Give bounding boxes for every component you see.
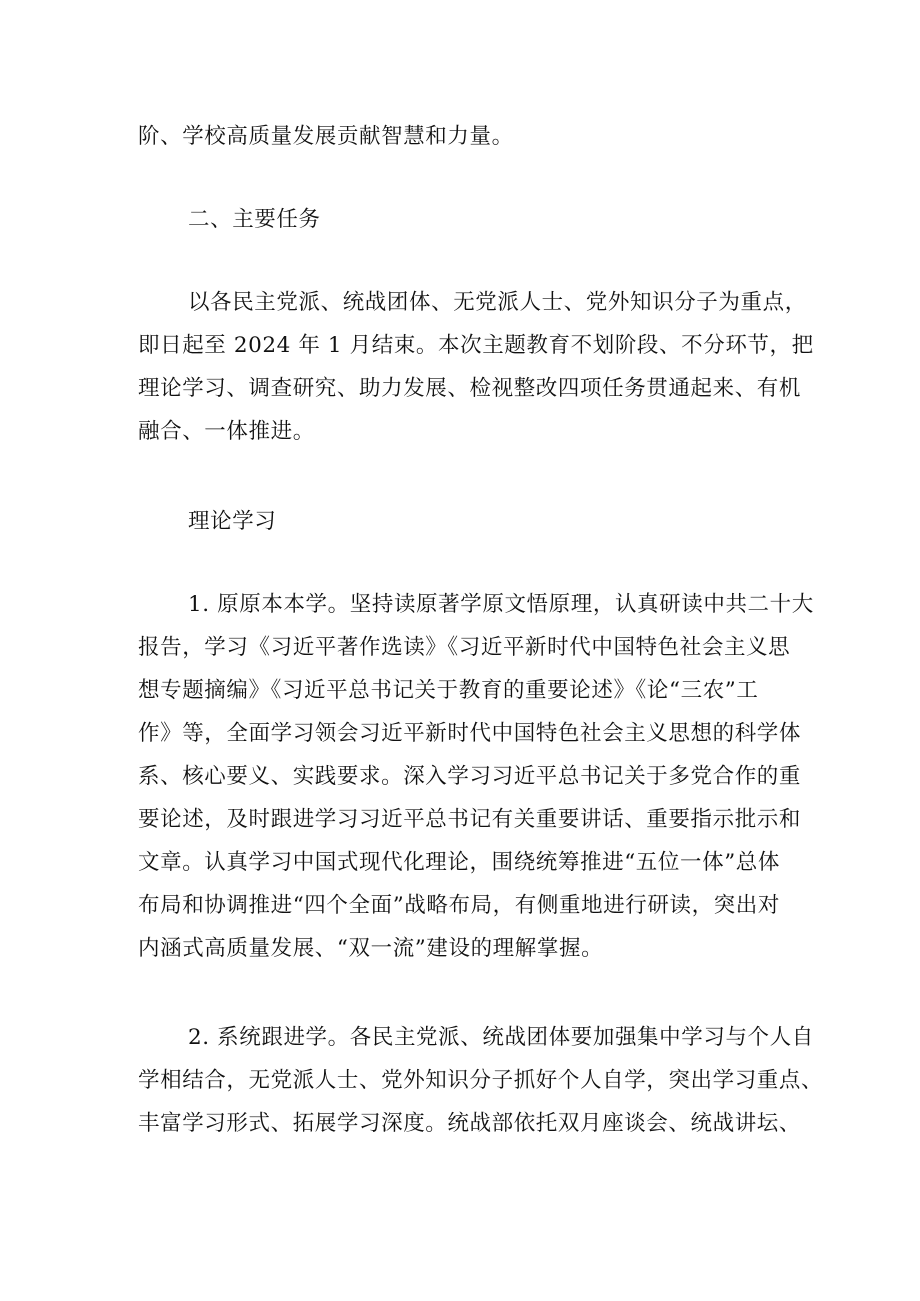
paragraph-line: 想专题摘编》《习近平总书记关于教育的重要论述》《论“三农”工 bbox=[138, 678, 759, 703]
paragraph-line: 即日起至 2024 年 1 月结束。本次主题教育不划阶段、不分环节，把 bbox=[138, 333, 814, 358]
intro-tail-line: 阶、学校高质量发展贡献智慧和力量。 bbox=[138, 124, 514, 149]
paragraph-line: 学相结合，无党派人士、党外知识分子抓好个人自学，突出学习重点、 bbox=[138, 1068, 824, 1093]
subheading-theory-study: 理论学习 bbox=[188, 509, 277, 534]
paragraph-line: 要论述，及时跟进学习习近平总书记有关重要讲话、重要指示批示和 bbox=[138, 807, 802, 832]
paragraph-line: 系、核心要义、实践要求。深入学习习近平总书记关于多党合作的重 bbox=[138, 764, 802, 789]
paragraph-line: 融合、一体推进。 bbox=[138, 419, 315, 444]
paragraph-line: 以各民主党派、统战团体、无党派人士、党外知识分子为重点， bbox=[188, 290, 807, 315]
paragraph-line: 作》等，全面学习领会习近平新时代中国特色社会主义思想的科学体 bbox=[138, 721, 802, 746]
section-heading-main-tasks: 二、主要任务 bbox=[188, 207, 321, 232]
paragraph-line: 理论学习、调查研究、助力发展、检视整改四项任务贯通起来、有机 bbox=[138, 376, 802, 401]
paragraph-line: 丰富学习形式、拓展学习深度。统战部依托双月座谈会、统战讲坛、 bbox=[138, 1111, 802, 1136]
paragraph-line: 2. 系统跟进学。各民主党派、统战团体要加强集中学习与个人自 bbox=[188, 1025, 814, 1050]
paragraph-line: 1. 原原本本学。坚持读原著学原文悟原理，认真研读中共二十大 bbox=[188, 592, 814, 617]
paragraph-line: 内涵式高质量发展、“双一流”建设的理解掌握。 bbox=[138, 936, 604, 961]
paragraph-line: 布局和协调推进“四个全面”战略布局，有侧重地进行研读，突出对 bbox=[138, 893, 780, 918]
paragraph-line: 文章。认真学习中国式现代化理论，围绕统筹推进“五位一体”总体 bbox=[138, 850, 780, 875]
paragraph-line: 报告，学习《习近平著作选读》《习近平新时代中国特色社会主义思 bbox=[138, 635, 791, 660]
